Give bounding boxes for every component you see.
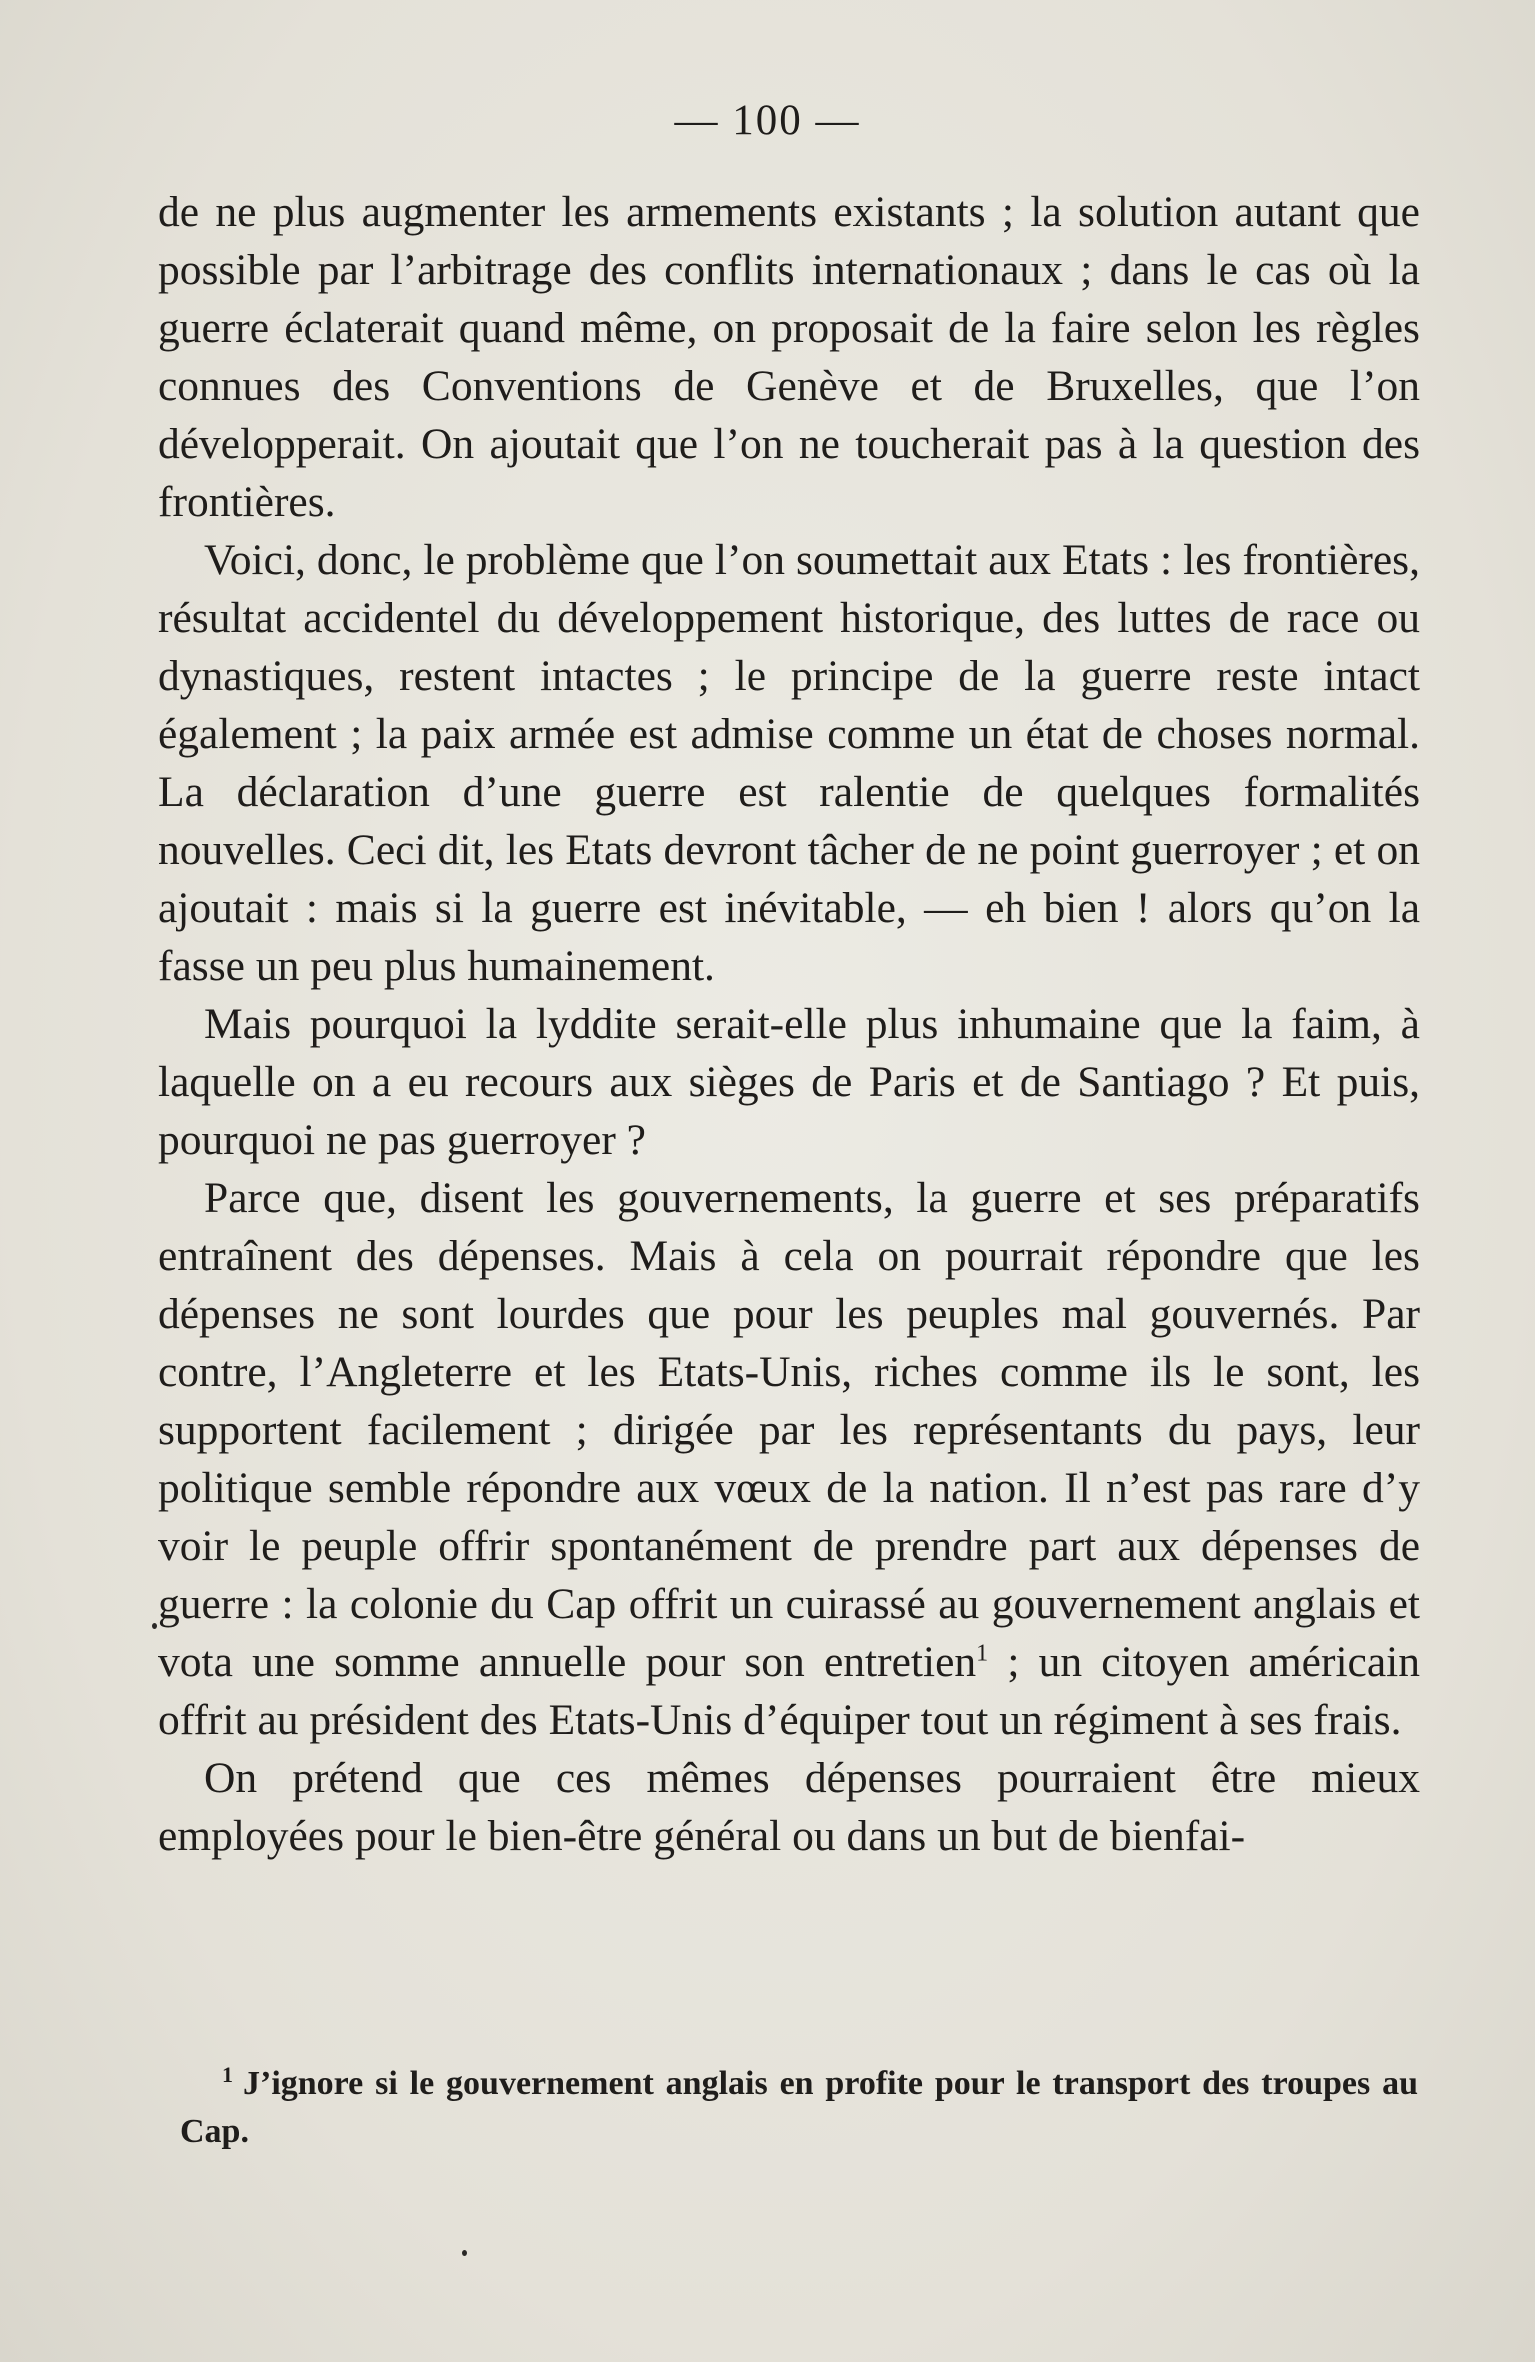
paragraph-4-text-after-ref: ; un citoyen américain offrit au président des Etats-Unis d’équiper tout un régiment à ses frais. [158, 1638, 1420, 1744]
paragraph-4-text-before-ref: Parce que, disent les gouvernements, la guerre et ses préparatifs entraînent des dépenses. Mais à cela on pourrait répondre que les dépenses ne sont lourdes que pour les peuples mal gouvernés. Par contre, l’Angleterre et les Etats-Unis, riches comme ils le sont, les supportent facilement ; dirigée par les représentants du pays, leur politique semble répondre aux vœux de la nation. Il n’est pas rare d’y voir le peuple offrir spontanément de prendre part aux dépenses de guerre : la colonie du Cap offrit un cuirassé au gouvernement anglais et vota une somme annuelle pour son entretien [158, 1174, 1420, 1686]
paragraph-4 [158, 1169, 1420, 1749]
page-number: — 100 — [674, 97, 861, 144]
paragraph-2: Voici, donc, le problème que l’on soumettait aux Etats : les frontières, résultat accidentel du développement historique, des luttes de race ou dynastiques, restent intactes ; le principe de la guerre reste intact également ; la paix armée est admise comme un état de choses normal. La déclaration d’une guerre est ralentie de quelques formalités nouvelles. Ceci dit, les Etats devront tâcher de ne point guerroyer ; et on ajoutait : mais si la guerre est inévitable, — eh bien ! alors qu’on la fasse un peu plus humainement. [158, 536, 1420, 990]
paragraph-1: de ne plus augmenter les armements existants ; la solution autant que possible par l’arbitrage des conflits internationaux ; dans le cas où la guerre éclaterait quand même, on proposait de la faire selon les règles connues des Conventions de Genève et de Bruxelles, que l’on développerait. On ajoutait que l’on ne toucherait pas à la question des frontières. [158, 188, 1420, 526]
paragraph-5: On prétend que ces mêmes dépenses pourraient être mieux employées pour le bien-être général ou dans un but de bienfai- [158, 1754, 1420, 1860]
paragraph-3: Mais pourquoi la lyddite serait-elle plus inhumaine que la faim, à laquelle on a eu recours aux sièges de Paris et de Santiago ? Et puis, pourquoi ne pas guerroyer ? [158, 1000, 1420, 1164]
footnote-text: J’ignore si le gouvernement anglais en profite pour le transport des troupes au Cap. [180, 2065, 1418, 2150]
body-text [158, 183, 1420, 1865]
footnote [180, 2060, 1418, 2156]
ink-speck [462, 2250, 467, 2256]
footnote-reference: 1 [976, 1640, 989, 1667]
ink-speck [152, 1623, 157, 1629]
footnote-marker: 1 [222, 2061, 233, 2087]
